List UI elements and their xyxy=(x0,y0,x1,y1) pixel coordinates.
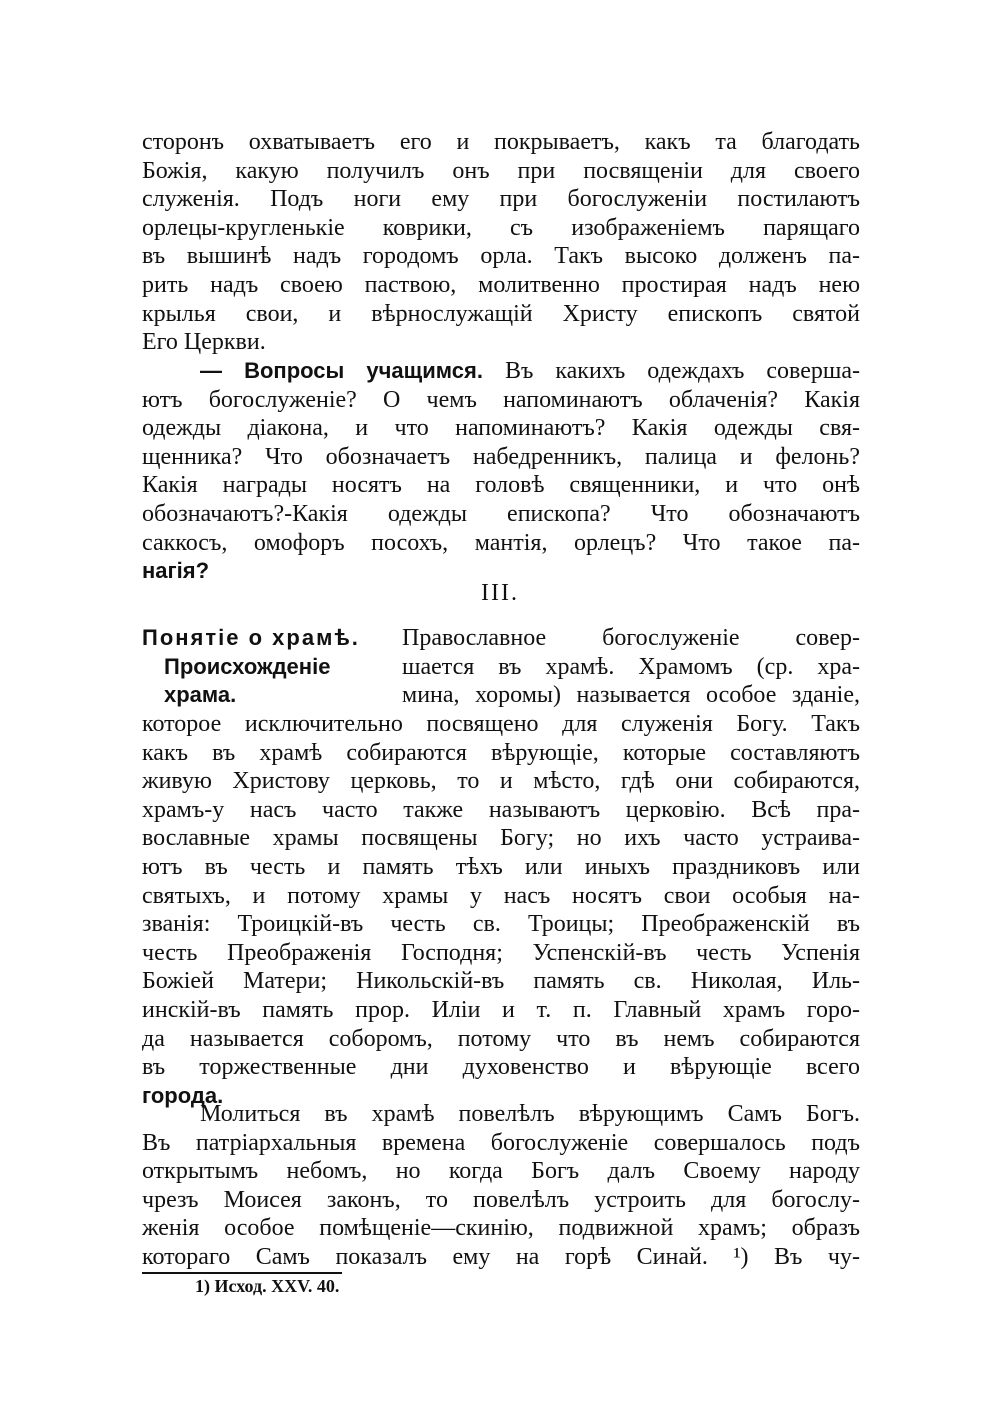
text-line: служенія. Подъ ноги ему при богослуженіи постилаютъ xyxy=(142,186,860,213)
paragraph-vestments-end xyxy=(142,128,860,357)
text-line: которое исключительно посвящено для служенія Богу. Такъ xyxy=(142,711,860,737)
text-line: обозначаютъ?-Какія одежды епископа? Что обозначаютъ xyxy=(142,500,860,527)
text-line: рить надъ своею паствою, молитвенно простирая надъ нею xyxy=(142,271,860,298)
text-line: сторонъ охватываетъ его и покрываетъ, какъ та благодать xyxy=(142,129,860,155)
text-line: какъ въ храмѣ собираются вѣрующіе, которые составляютъ xyxy=(142,739,860,766)
text-line: мина, хоромы) называется особое зданіе, xyxy=(402,682,860,709)
text-line: Въ патріархальныя времена богослуженіе совершалось подъ xyxy=(142,1129,860,1156)
text-line: щенника? Что обозначаетъ набедренникъ, палица и фелонь? xyxy=(142,443,860,470)
side-heading-line: Понятіе о храмѣ. xyxy=(142,625,360,650)
text-line: въ торжественные дни духовенство и вѣрующіе всего xyxy=(142,1054,860,1081)
text-line: орлецы-кругленькіе коврики, съ изображеніемъ парящаго xyxy=(142,214,860,241)
text-line: Православное богослуженіе совер- xyxy=(402,625,860,651)
text-line: нагія? xyxy=(142,558,210,584)
side-heading-line: Происхожденіе xyxy=(164,653,331,679)
text-line: открытымъ небомъ, но когда Богъ далъ Своему народу xyxy=(142,1158,860,1185)
text-line: да называется соборомъ, потому что въ немъ собираются xyxy=(142,1025,860,1052)
text-line: чрезъ Моисея законъ, то повелѣлъ устроить для богослу- xyxy=(142,1186,860,1213)
footnote: 1) Исход. XXV. 40. xyxy=(195,1276,340,1296)
text-span: Въ какихъ одеждахъ соверша- xyxy=(504,358,861,384)
side-body-text xyxy=(402,624,860,710)
text-line: Какія награды носятъ на головѣ священники, и что онѣ xyxy=(142,472,860,499)
text-line: инскій-въ память прор. Иліи и т. п. Главный храмъ горо- xyxy=(142,996,860,1023)
side-heading xyxy=(142,624,382,710)
text-line: шается въ храмѣ. Храмомъ (ср. хра- xyxy=(402,653,860,680)
text-line: святыхъ, и потому храмы у насъ носятъ свои особыя на- xyxy=(142,882,860,909)
text-line: одежды діакона, и что напоминаютъ? Какія одежды свя- xyxy=(142,415,860,442)
temple-paragraph xyxy=(142,710,860,1110)
text-line: живую Христову церковь, то и мѣсто, гдѣ они собираются, xyxy=(142,768,860,795)
text-line: ютъ въ честь и память тѣхъ или иныхъ праздниковъ или xyxy=(142,853,860,880)
text-line: храмъ-у насъ часто также называютъ церковію. Всѣ пра- xyxy=(142,796,860,823)
text-line: въ вышинѣ надъ городомъ орла. Такъ высоко долженъ па- xyxy=(142,243,860,270)
questions-paragraph xyxy=(142,357,860,586)
text-line: Его Церкви. xyxy=(142,329,266,356)
text-line: женія особое помѣщеніе—скинію, подвижной храмъ; образъ xyxy=(142,1215,860,1242)
text-line: котораго Самъ показалъ ему на горѣ Синай. ¹) Въ чу- xyxy=(142,1243,860,1270)
text-line: крылья свои, и вѣрнослужащій Христу епископъ святой xyxy=(142,300,860,327)
text-line: Божіей Матери; Никольскій-въ память св. Николая, Иль- xyxy=(142,968,860,995)
text-line: Божія, какую получилъ онъ при посвященіи для своего xyxy=(142,157,860,184)
text-line: званія: Троицкій-въ честь св. Троицы; Преображенскій въ xyxy=(142,911,860,938)
footnote-divider xyxy=(142,1272,342,1274)
text-line: саккосъ, омофоръ посохъ, мантія, орлецъ? Что такое па- xyxy=(142,529,860,556)
text-line: Молиться въ храмѣ повелѣлъ вѣрующимъ Самъ Богъ. xyxy=(200,1101,860,1127)
questions-heading: — Вопросы учащимся. xyxy=(200,358,483,383)
text-line: честь Преображенія Господня; Успенскій-въ честь Успенія xyxy=(142,939,860,966)
section-number: III. xyxy=(481,580,519,606)
text-line: ютъ богослуженіе? О чемъ напоминаютъ облаченія? Какія xyxy=(142,386,860,413)
text-line: вославные храмы посвящены Богу; но ихъ часто устраива- xyxy=(142,825,860,852)
side-heading-line: храма. xyxy=(164,682,237,708)
questions-first-line xyxy=(142,357,860,386)
scripture-paragraph xyxy=(142,1100,860,1272)
text-line: города. xyxy=(142,1082,224,1108)
